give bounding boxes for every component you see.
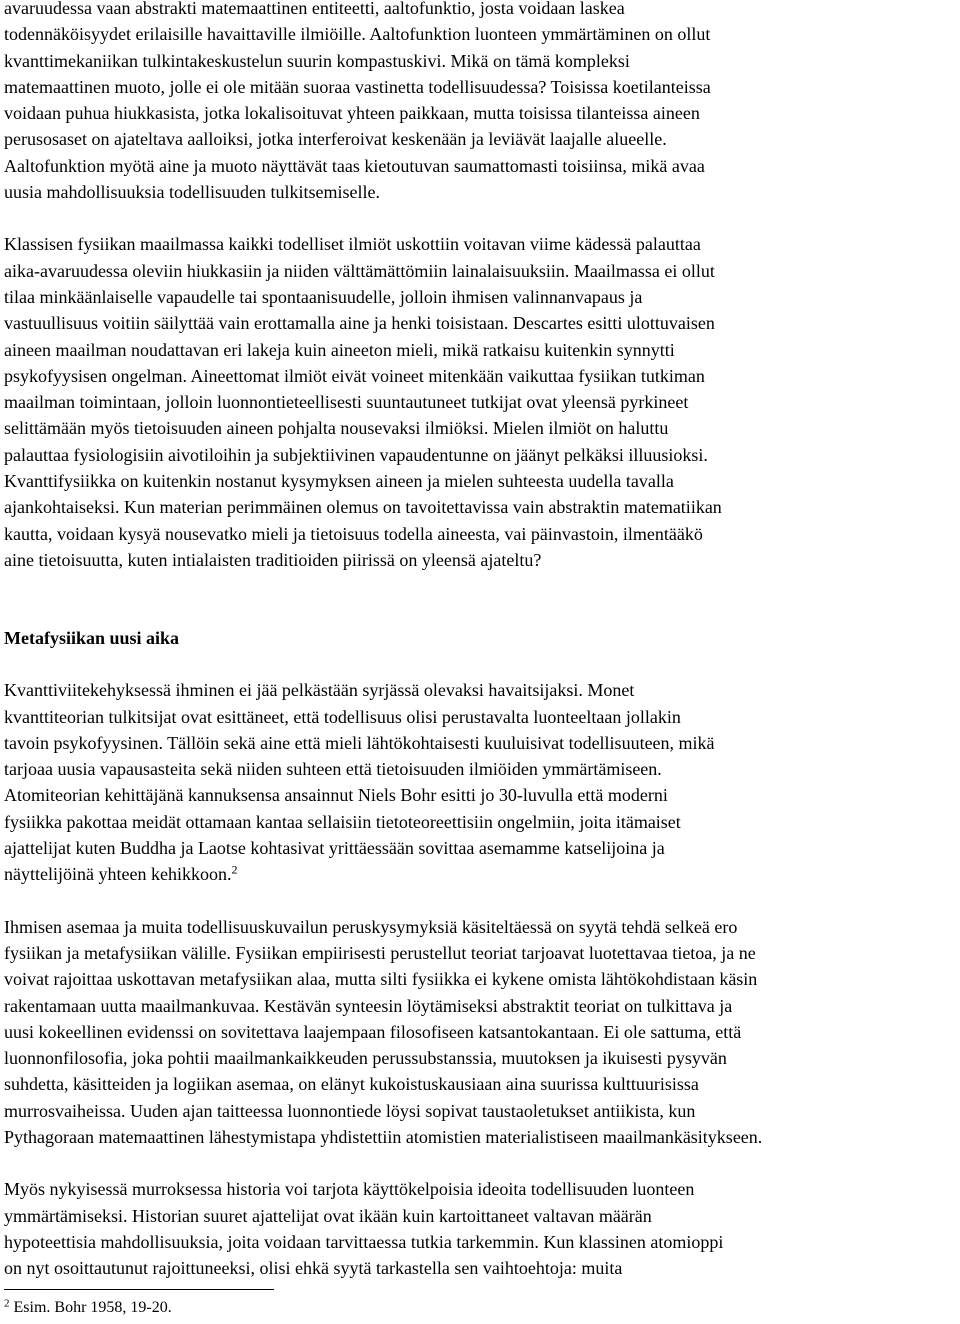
text-line (4, 861, 958, 887)
text-line: psykofyysisen ongelman. Aineettomat ilmiöt eivät voineet mitenkään vaikuttaa fysiikan tutkiman (4, 365, 705, 386)
text-line: aineen maailman noudattavan eri lakeja kuin aineeton mieli, mikä ratkaisu kuitenkin synnytti (4, 339, 675, 360)
paragraph-kvanttiviitekehys (4, 677, 958, 887)
paragraph-klassinen-fysiikka (4, 231, 958, 573)
text-line: ymmärtämiseksi. Historian suuret ajattelijat ovat ikään kuin kartoittaneet valtavan määrän (4, 1205, 652, 1226)
text-line: uusi kokeellinen evidenssi on sovitettava laajempaan filosofiseen katsantokantaan. Ei ole sattuma, että (4, 1021, 742, 1042)
text-line: luonnonfilosofia, joka pohtii maailmankaikkeuden perussubstanssia, muutoksen ja ikuisesti pysyvän (4, 1048, 727, 1069)
text-line: tavoin psykofyysinen. Tällöin sekä aine että mieli lähtökohtaisesti kuuluisivat todellisuuteen, mikä (4, 732, 715, 753)
text-line: Kvanttiviitekehyksessä ihminen ei jää pelkästään syrjässä olevaksi havaitsijaksi. Monet (4, 680, 635, 701)
text-line: kvanttimekaniikan tulkintakeskustelun suurin kompastuskivi. Mikä on tämä kompleksi (4, 50, 630, 71)
text-line: Klassisen fysiikan maailmassa kaikki todelliset ilmiöt uskottiin voitavan viime kädessä palauttaa (4, 234, 701, 255)
text-line: fysiikka pakottaa meidät ottamaan kantaa sellaisiin tietoteoreettisiin ongelmiin, joita itämaiset (4, 811, 681, 832)
text-line: murrosvaiheissa. Uuden ajan taitteessa luonnontiede löysi sopivat taustaoletukset antiikista, kun (4, 1100, 696, 1121)
text-line: voivat rajoittaa uskottavan metafysiikan alaa, mutta silti fysiikka ei kykene omista lähtökohdistaan käsin (4, 969, 758, 990)
text-line-content: näyttelijöinä yhteen kehikkoon. (4, 864, 232, 885)
text-line: maailman toimintaan, jolloin luonnontieteellisesti suuntautuneet tutkijat ovat yleensä pyrkineet (4, 392, 689, 413)
text-line: rakentamaan uutta maailmankuvaa. Kestävän synteesin löytämiseksi abstraktit teoriat on tulkittava ja (4, 995, 733, 1016)
paragraph-aaltofunktio (4, 0, 958, 205)
text-line: Ihmisen asemaa ja muita todellisuuskuvailun peruskysymyksiä käsiteltäessä on syytä tehdä selkeä ero (4, 916, 738, 937)
text-line: Myös nykyisessä murroksessa historia voi tarjota käyttökelpoisia ideoita todellisuuden luonteen (4, 1179, 695, 1200)
document-page (4, 0, 958, 1281)
text-line: aika-avaruudessa oleviin hiukkasiin ja niiden välttämättömiin lainalaisuuksiin. Maailmassa ei ollut (4, 260, 715, 281)
text-line: ajankohtaiseksi. Kun materian perimmäinen olemus on tavoitettavissa vain abstraktin matematiikan (4, 497, 722, 518)
text-line: uusia mahdollisuuksia todellisuuden tulkitsemiselle. (4, 182, 380, 203)
text-line: Aaltofunktion myötä aine ja muoto näyttävät taas kietoutuvan saumattomasti toisiinsa, mikä avaa (4, 155, 705, 176)
text-line: voidaan puhua hiukkasista, jotka lokalisoituvat yhteen paikkaan, mutta toisissa tilanteissa aineen (4, 103, 700, 124)
footnote-divider (4, 1289, 274, 1290)
paragraph-murros (4, 1176, 958, 1281)
paragraph-metafysiikka (4, 914, 958, 1151)
footnote-number: 2 (4, 1297, 10, 1310)
text-line: kautta, voidaan kysyä nousevatko mieli ja tietoisuus todella aineesta, vai päinvastoin, ilmentääkö (4, 523, 703, 544)
text-line: matemaattinen muoto, jolle ei ole mitään suoraa vastinetta todellisuudessa? Toisissa koetilanteissa (4, 76, 711, 97)
text-line: fysiikan ja metafysiikan välille. Fysiikan empiirisesti perustellut teoriat tarjoavat luotettavaa tietoa, ja ne (4, 942, 756, 963)
section-heading: Metafysiikan uusi aika (4, 628, 180, 649)
text-line: hypoteettisia mahdollisuuksia, joita voidaan tarvittaessa tutkia tarkemmin. Kun klassinen atomioppi (4, 1231, 724, 1252)
text-line: aine tietoisuutta, kuten intialaisten traditioiden piirissä on yleensä ajateltu? (4, 549, 542, 570)
text-line: ajattelijat kuten Buddha ja Laotse kohtasivat yrittäessään sovittaa asemamme katselijoina ja (4, 838, 665, 859)
text-line: selittämään myös tietoisuuden aineen pohjalta nousevaksi ilmiöksi. Mielen ilmiöt on haluttu (4, 418, 669, 439)
text-line: on nyt osoittautunut rajoittuneeksi, olisi ehkä syytä tarkastella sen vaihtoehtoja: muita (4, 1258, 623, 1279)
text-line: vastuullisuus voitiin säilyttää vain erottamalla aine ja henki toisistaan. Descartes esitti ulottuvaisen (4, 313, 715, 334)
footnote-reference[interactable]: 2 (231, 862, 238, 877)
text-line: perusosaset on ajateltava aalloiksi, jotka interferoivat keskenään ja leviävät laajalle alueelle. (4, 129, 667, 150)
text-line: Kvanttifysiikka on kuitenkin nostanut kysymyksen aineen ja mielen suhteesta uudella tavalla (4, 471, 674, 492)
text-line: Atomiteorian kehittäjänä kannuksensa ansainnut Niels Bohr esitti jo 30-luvulla että moderni (4, 785, 668, 806)
text-line: tilaa minkäänlaiselle vapaudelle tai spontaanisuudelle, jolloin ihmisen valinnanvapaus ja (4, 286, 643, 307)
text-line: todennäköisyydet erilaisille havaittaville ilmiöille. Aaltofunktion luonteen ymmärtäminen on ollut (4, 24, 711, 45)
footnote-text: Esim. Bohr 1958, 19-20. (13, 1299, 172, 1316)
text-line: avaruudessa vaan abstrakti matemaattinen entiteetti, aaltofunktio, josta voidaan laskea (4, 0, 625, 18)
text-line: suhdetta, käsitteiden ja logiikan asemaa, on elänyt kukoistuskausiaan aina suurissa kulttuurisissa (4, 1074, 699, 1095)
text-line: palauttaa fysiologisiin aivotiloihin ja subjektiivinen vapaudentunne on jäänyt pelkäksi illuusioksi. (4, 444, 708, 465)
text-line: tarjoaa uusia vapausasteita sekä niiden suhteen että tietoisuuden ilmiöiden ymmärtämiseen. (4, 759, 662, 780)
text-line: kvanttiteorian tulkitsijat ovat esittäneet, että todellisuus olisi perustavalta luonteeltaan jollakin (4, 706, 681, 727)
text-line: Pythagoraan matemaattinen lähestymistapa yhdistettiin atomistien materialistiseen maailmankäsitykseen. (4, 1126, 763, 1147)
footnote (4, 1298, 172, 1318)
